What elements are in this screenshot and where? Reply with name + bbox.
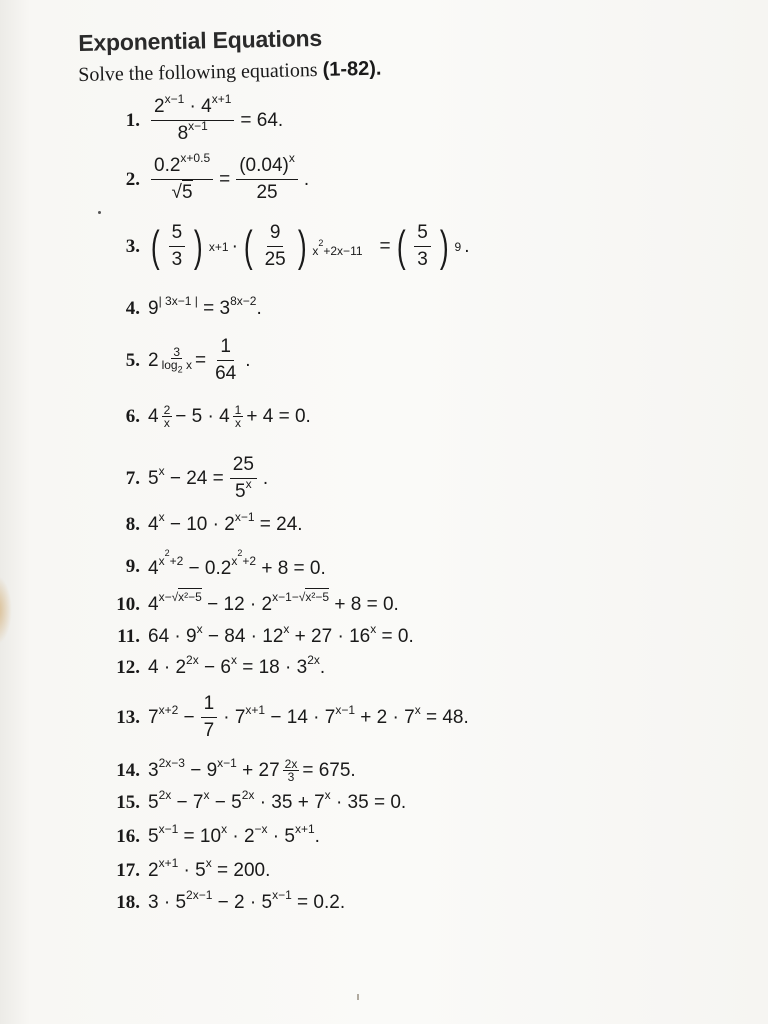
problem-number: 15. bbox=[116, 792, 140, 813]
equation: $5^x - 24$ = $\frac{25}{5^x}$ . bbox=[148, 454, 269, 502]
problem-number: 14. bbox=[116, 759, 140, 781]
problem-number: 6. bbox=[125, 405, 140, 427]
equation: $2^{x+1} \cdot 5^x = 200$. bbox=[148, 856, 271, 881]
equation: $5^{2x} - 7^x - 5^{2x} \cdot 35 + 7^x \cdot 35 = 0$. bbox=[148, 788, 407, 813]
section-heading: Exponential Equations bbox=[78, 24, 323, 56]
problem-number: 4. bbox=[125, 298, 140, 319]
problem-13 bbox=[110, 693, 469, 742]
equation: $9^{| 3x-1 |} = 3^{8x-2}$. bbox=[148, 294, 262, 319]
problem-8 bbox=[110, 510, 303, 536]
problem-number: 8. bbox=[125, 514, 140, 535]
problem-number: 18. bbox=[116, 892, 140, 913]
equation: $4^{x-√x^2-5} - 12 \cdot 2^{x-1-√x^2-5} + 8 = 0$. bbox=[148, 590, 399, 615]
page-mark bbox=[357, 994, 359, 1000]
problem-number: 5. bbox=[125, 349, 140, 371]
equation: $4 \cdot 2^{2x} - 6^x = 18 \cdot 3^{2x}$. bbox=[148, 653, 326, 678]
equation: $7^{x+2}$ − $\frac{1}{7}$ · $7^{x+1} - 14 \cdot 7^{x-1} + 2 \cdot 7^x = 48$. bbox=[148, 693, 469, 741]
problem-number: 1. bbox=[125, 109, 140, 131]
problem-number: 10. bbox=[116, 594, 140, 615]
problem-15 bbox=[110, 788, 407, 814]
equation: ( $\frac{5}{3}$ ) x+1 · ( $\frac{9}{25}$ ) $x^2+2x-11$ = ( $\frac{5}{3}$ ) 9 . bbox=[150, 221, 470, 271]
problem-18 bbox=[110, 888, 346, 914]
equation: $3 \cdot 5^{2x-1} - 2 \cdot 5^{x-1} = 0.2$. bbox=[148, 888, 346, 913]
problem-number: 12. bbox=[116, 657, 140, 678]
problem-number: 7. bbox=[125, 467, 140, 489]
equation: 2 $\frac{3}{\log_2 x}$ = $\frac{1}{64}$ . bbox=[148, 336, 251, 384]
problem-1 bbox=[110, 92, 284, 145]
problem-6 bbox=[110, 404, 311, 429]
instruction-range: (1-82). bbox=[322, 57, 382, 81]
problem-number: 17. bbox=[116, 860, 140, 881]
problem-12 bbox=[110, 653, 326, 679]
problem-number: 2. bbox=[125, 168, 140, 190]
equation: $5^{x-1} = 10^x \cdot 2^{-x} \cdot 5^{x+1}$. bbox=[148, 822, 320, 847]
equation: $64 \cdot 9^x - 84 \cdot 12^x + 27 \cdot 16^x = 0$. bbox=[148, 622, 414, 647]
thumb-shadow bbox=[0, 575, 12, 645]
problem-number: 3. bbox=[125, 235, 140, 257]
problem-number: 16. bbox=[116, 826, 140, 847]
equation: 4 2 x − 5 · 4 1 x + 4 = 0. bbox=[148, 403, 311, 430]
problem-16 bbox=[110, 822, 320, 848]
problem-10 bbox=[110, 590, 399, 616]
equation: $\frac{2^{x-1} \cdot 4^{x+1}}{8^{x-1}}$ = 64. bbox=[148, 96, 283, 145]
problem-2 bbox=[110, 151, 310, 204]
problem-11 bbox=[110, 622, 414, 648]
instruction-line bbox=[78, 58, 382, 87]
equation: $3^{2x-3} - 9^{x-1} + 27$ $\frac{2x}{3}$ = 675. bbox=[148, 755, 356, 784]
problem-9 bbox=[110, 548, 326, 580]
equation: $\frac{0.2^{x+0.5}}{√5}$ = $\frac{(0.04)^x}{25}$ . bbox=[148, 155, 309, 204]
equation: $4^{x^2+2} - 0.2^{x^2+2} + 8 = 0$. bbox=[148, 548, 326, 579]
problem-3 bbox=[110, 222, 470, 271]
problem-17 bbox=[110, 856, 271, 882]
ink-dot bbox=[98, 211, 101, 214]
problem-14 bbox=[110, 755, 356, 784]
equation: $4^x - 10 \cdot 2^{x-1} = 24$. bbox=[148, 510, 303, 535]
problem-number: 11. bbox=[117, 626, 140, 647]
problem-number: 9. bbox=[125, 555, 140, 577]
instruction-text: Solve the following equations bbox=[78, 58, 318, 86]
problem-4 bbox=[110, 294, 262, 320]
problem-7 bbox=[110, 454, 268, 503]
problem-number: 13. bbox=[116, 706, 140, 728]
problem-5 bbox=[110, 336, 250, 385]
